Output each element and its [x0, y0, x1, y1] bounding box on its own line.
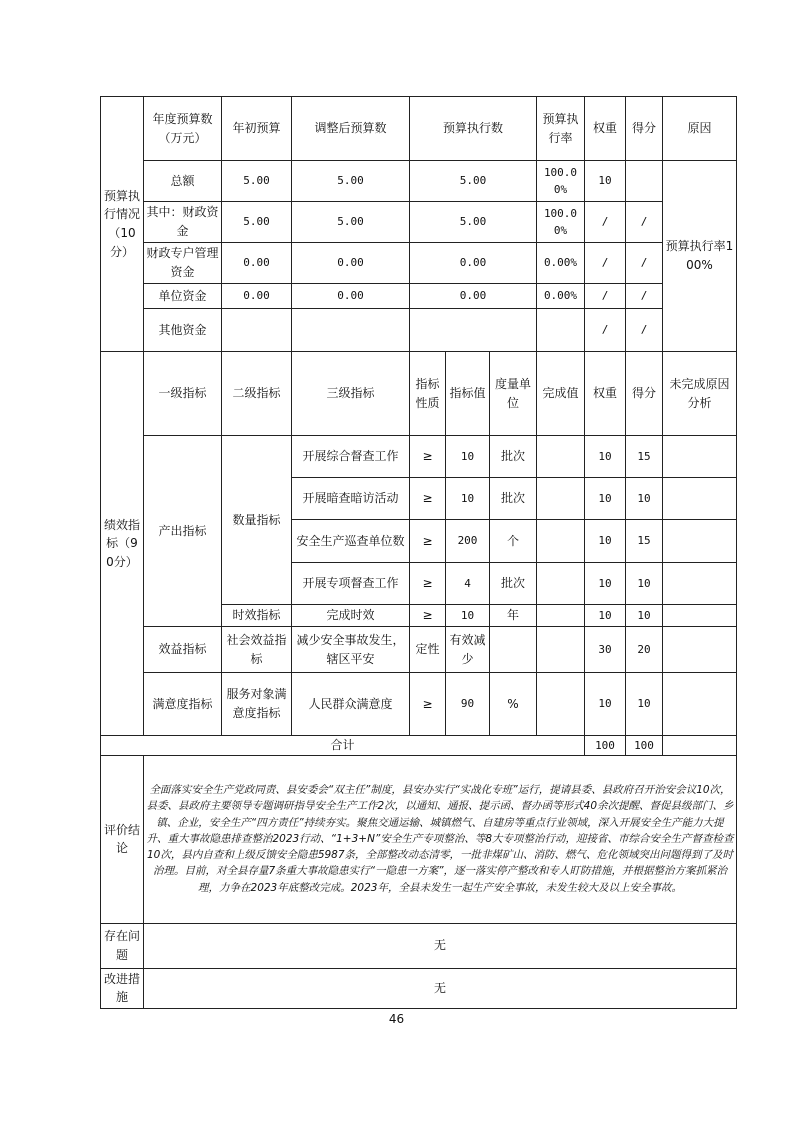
- total-reason: [663, 736, 737, 756]
- issues-text: 无: [144, 923, 737, 968]
- perf-row-weight: 10: [585, 605, 626, 627]
- budget-row-adjusted: 0.00: [292, 284, 410, 309]
- perf-row-value: 200: [446, 520, 490, 563]
- budget-header-weight: 权重: [585, 97, 626, 161]
- budget-row-label: 其中：财政资金: [144, 202, 222, 243]
- perf-row-score: 10: [626, 605, 663, 627]
- perf-row-done: [537, 673, 585, 736]
- budget-row-initial: 0.00: [222, 243, 292, 284]
- perf-row-unit: %: [490, 673, 537, 736]
- perf-row-value: 90: [446, 673, 490, 736]
- budget-row-rate: 100.00%: [537, 161, 585, 202]
- perf-row-nature: ≥: [410, 478, 446, 520]
- budget-row-initial: 5.00: [222, 202, 292, 243]
- perf-row-reason: [663, 520, 737, 563]
- improvement-text: 无: [144, 968, 737, 1008]
- budget-header-score: 得分: [626, 97, 663, 161]
- budget-header-executed: 预算执行数: [410, 97, 537, 161]
- perf-row-done: [537, 478, 585, 520]
- perf-row-reason: [663, 605, 737, 627]
- perf-row-done: [537, 436, 585, 478]
- perf-row-name: 开展专项督查工作: [292, 563, 410, 605]
- perf-header-level2: 二级指标: [222, 352, 292, 436]
- perf-row-reason: [663, 627, 737, 673]
- perf-header-weight: 权重: [585, 352, 626, 436]
- performance-section-label: 绩效指标（90分）: [101, 352, 144, 736]
- budget-header-rate: 预算执行率: [537, 97, 585, 161]
- perf-row-score: 20: [626, 627, 663, 673]
- budget-row-executed: [410, 309, 537, 352]
- perf-row-nature: ≥: [410, 436, 446, 478]
- total-score: 100: [626, 736, 663, 756]
- perf-row-weight: 10: [585, 563, 626, 605]
- perf-row-score: 15: [626, 436, 663, 478]
- budget-header-adjusted: 调整后预算数: [292, 97, 410, 161]
- perf-header-level1: 一级指标: [144, 352, 222, 436]
- page-number: 46: [388, 1012, 405, 1026]
- perf-row-name: 减少安全事故发生，辖区平安: [292, 627, 410, 673]
- budget-row-label: 单位资金: [144, 284, 222, 309]
- perf-row-name: 开展暗查暗访活动: [292, 478, 410, 520]
- perf-row-done: [537, 520, 585, 563]
- budget-row-rate: 100.00%: [537, 202, 585, 243]
- perf-row-weight: 10: [585, 478, 626, 520]
- perf-header-reason: 未完成原因分析: [663, 352, 737, 436]
- budget-row-label: 总额: [144, 161, 222, 202]
- perf-header-done: 完成值: [537, 352, 585, 436]
- total-weight: 100: [585, 736, 626, 756]
- perf-row-value: 10: [446, 605, 490, 627]
- perf-level1-benefit: 效益指标: [144, 627, 222, 673]
- perf-row-nature: ≥: [410, 673, 446, 736]
- budget-row-executed: 0.00: [410, 284, 537, 309]
- perf-row-name: 人民群众满意度: [292, 673, 410, 736]
- perf-level2-quantity: 数量指标: [222, 436, 292, 605]
- perf-row-value: 4: [446, 563, 490, 605]
- perf-row-score: 10: [626, 673, 663, 736]
- perf-level2-social: 社会效益指标: [222, 627, 292, 673]
- perf-row-value: 10: [446, 436, 490, 478]
- budget-section-label: 预算执行情况（10分）: [101, 97, 144, 352]
- perf-row-unit: 批次: [490, 563, 537, 605]
- budget-row-weight: /: [585, 243, 626, 284]
- perf-row-reason: [663, 436, 737, 478]
- perf-row-reason: [663, 673, 737, 736]
- perf-row-nature: 定性: [410, 627, 446, 673]
- budget-row-rate: 0.00%: [537, 243, 585, 284]
- budget-row-score: [626, 161, 663, 202]
- perf-row-reason: [663, 478, 737, 520]
- issues-label: 存在问题: [101, 923, 144, 968]
- budget-row-score: /: [626, 284, 663, 309]
- perf-header-level3: 三级指标: [292, 352, 410, 436]
- perf-row-weight: 10: [585, 673, 626, 736]
- perf-header-value: 指标值: [446, 352, 490, 436]
- perf-row-done: [537, 627, 585, 673]
- total-label: 合计: [101, 736, 585, 756]
- budget-row-weight: /: [585, 284, 626, 309]
- perf-row-score: 15: [626, 520, 663, 563]
- budget-header-initial: 年初预算: [222, 97, 292, 161]
- budget-row-executed: 5.00: [410, 161, 537, 202]
- budget-row-initial: 0.00: [222, 284, 292, 309]
- budget-row-weight: 10: [585, 161, 626, 202]
- perf-row-done: [537, 605, 585, 627]
- budget-row-executed: 5.00: [410, 202, 537, 243]
- perf-row-score: 10: [626, 478, 663, 520]
- perf-row-nature: ≥: [410, 563, 446, 605]
- perf-row-name: 开展综合督查工作: [292, 436, 410, 478]
- budget-row-rate: [537, 309, 585, 352]
- budget-header-annual: 年度预算数（万元）: [144, 97, 222, 161]
- perf-row-done: [537, 563, 585, 605]
- perf-row-nature: ≥: [410, 520, 446, 563]
- budget-row-adjusted: [292, 309, 410, 352]
- budget-row-rate: 0.00%: [537, 284, 585, 309]
- perf-row-value: 有效减少: [446, 627, 490, 673]
- budget-row-label: 其他资金: [144, 309, 222, 352]
- perf-level1-satisfaction: 满意度指标: [144, 673, 222, 736]
- budget-row-initial: [222, 309, 292, 352]
- budget-header-reason: 原因: [663, 97, 737, 161]
- perf-row-weight: 30: [585, 627, 626, 673]
- perf-header-nature: 指标性质: [410, 352, 446, 436]
- budget-row-adjusted: 0.00: [292, 243, 410, 284]
- conclusion-label: 评价结论: [101, 755, 144, 923]
- budget-row-initial: 5.00: [222, 161, 292, 202]
- perf-row-nature: ≥: [410, 605, 446, 627]
- perf-row-unit: [490, 627, 537, 673]
- perf-row-weight: 10: [585, 436, 626, 478]
- perf-level2-service: 服务对象满意度指标: [222, 673, 292, 736]
- budget-row-score: /: [626, 202, 663, 243]
- budget-reason: 预算执行率100%: [663, 161, 737, 352]
- budget-row-score: /: [626, 309, 663, 352]
- improvement-label: 改进措施: [101, 968, 144, 1008]
- perf-level1-output: 产出指标: [144, 436, 222, 627]
- budget-row-weight: /: [585, 309, 626, 352]
- perf-row-score: 10: [626, 563, 663, 605]
- budget-row-adjusted: 5.00: [292, 202, 410, 243]
- perf-row-value: 10: [446, 478, 490, 520]
- perf-row-unit: 批次: [490, 478, 537, 520]
- perf-row-reason: [663, 563, 737, 605]
- perf-row-unit: 年: [490, 605, 537, 627]
- budget-row-adjusted: 5.00: [292, 161, 410, 202]
- perf-row-unit: 批次: [490, 436, 537, 478]
- perf-row-unit: 个: [490, 520, 537, 563]
- perf-row-name: 完成时效: [292, 605, 410, 627]
- budget-row-label: 财政专户管理资金: [144, 243, 222, 284]
- budget-row-weight: /: [585, 202, 626, 243]
- perf-header-unit: 度量单位: [490, 352, 537, 436]
- perf-header-score: 得分: [626, 352, 663, 436]
- budget-row-score: /: [626, 243, 663, 284]
- perf-row-weight: 10: [585, 520, 626, 563]
- perf-level2-time: 时效指标: [222, 605, 292, 627]
- budget-row-executed: 0.00: [410, 243, 537, 284]
- perf-row-name: 安全生产巡查单位数: [292, 520, 410, 563]
- evaluation-table: [100, 96, 737, 1009]
- conclusion-text: 全面落实安全生产党政同责、县安委会“双主任”制度，县安办实行“实战化专班”运行，提请县委、县政府召开治安会议10次，县委、县政府主要领导专题调研指导安全生产工作2次，以通知、通报、提示函、督办函等形式40余次提醒、督促县级部门、乡镇、企业，安全生产“四方责任”持续夯实。聚焦交通运输、城镇燃气、自建房等重点行业领域，深入开展安全生产能力大提升、重大事故隐患排查整治2023行动、“1+3+N”安全生产专项整治、等8大专项整治行动，迎接省、市综合安全生产督查检查10次，县内自查和上级反馈安全隐患5987条，全部整改动态清零，一批非煤矿山、消防、燃气、危化领域突出问题得到了及时治理。目前，对全县存量7条重大事故隐患实行“一隐患一方案”，逐一落实停产整改和专人盯防措施，并根据整治方案抓紧治理，力争在2023年底整改完成。2023年，全县未发生一起生产安全事故，未发生较大及以上安全事故。: [144, 755, 737, 923]
